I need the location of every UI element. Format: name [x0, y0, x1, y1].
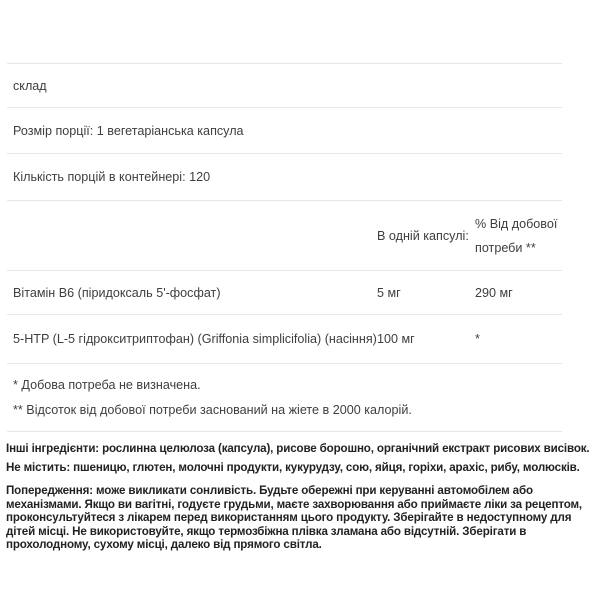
table-row [7, 270, 562, 314]
ingredient-name: 5-HTP (L-5 гідрокситриптофан) (Griffonia simplicifolia) (насіння) [13, 332, 377, 346]
column-header-daily-value: % Від добової потреби ** [475, 216, 558, 255]
table-footnotes [7, 363, 562, 432]
details-section [6, 442, 595, 552]
table-row [7, 314, 562, 363]
section-title-row [7, 63, 562, 107]
serving-size-text: Розмір порції: 1 вегетаріанська капсула [13, 123, 244, 138]
serving-size-row [7, 107, 562, 153]
section-title: склад [13, 78, 47, 93]
does-not-contain-text: Не містить: пшеницю, глютен, молочні продукти, кукурудзу, сою, яйця, горіхи, арахіс, рибу, молюсків. [6, 461, 580, 474]
ingredient-name: Вітамін B6 (піридоксаль 5'-фосфат) [13, 285, 221, 300]
composition-table [7, 63, 562, 432]
warning-text: Попередження: може викликати сонливість. Будьте обережні при керуванні автомобілем або механізмами. Якщо ви вагітні, годуєте грудьми, маєте захворювання або приймаєте ліки за рецептом, проконсультуйтеся з лікарем перед використанням цього продукту. Зберігайте в недоступному для дітей місці. Не використовуйте, якщо термозбіжна плівка зламана або відсутній. Зберігати в прохолодному, сухому місці, далеко від прямого світла. [6, 484, 582, 551]
footnote-percent-daily-value-basis: ** Відсоток від добової потреби заснований на жіете в 2000 калорій. [13, 403, 412, 417]
ingredient-daily-value: * [475, 332, 480, 346]
servings-per-container-text: Кількість порцій в контейнері: 120 [13, 170, 211, 184]
servings-per-container-row [7, 153, 562, 200]
ingredient-amount: 100 мг [377, 332, 415, 346]
table-header-row [7, 200, 562, 270]
column-header-amount: В одній капсулі: [377, 228, 469, 243]
footnote-daily-value-not-established: * Добова потреба не визначена. [13, 378, 201, 392]
ingredient-amount: 5 мг [377, 285, 401, 300]
other-ingredients-text: Інші інгредієнти: рослинна целюлоза (капсула), рисове борошно, органічний екстракт рисових висівок. [6, 442, 590, 455]
ingredient-daily-value: 290 мг [475, 285, 513, 300]
